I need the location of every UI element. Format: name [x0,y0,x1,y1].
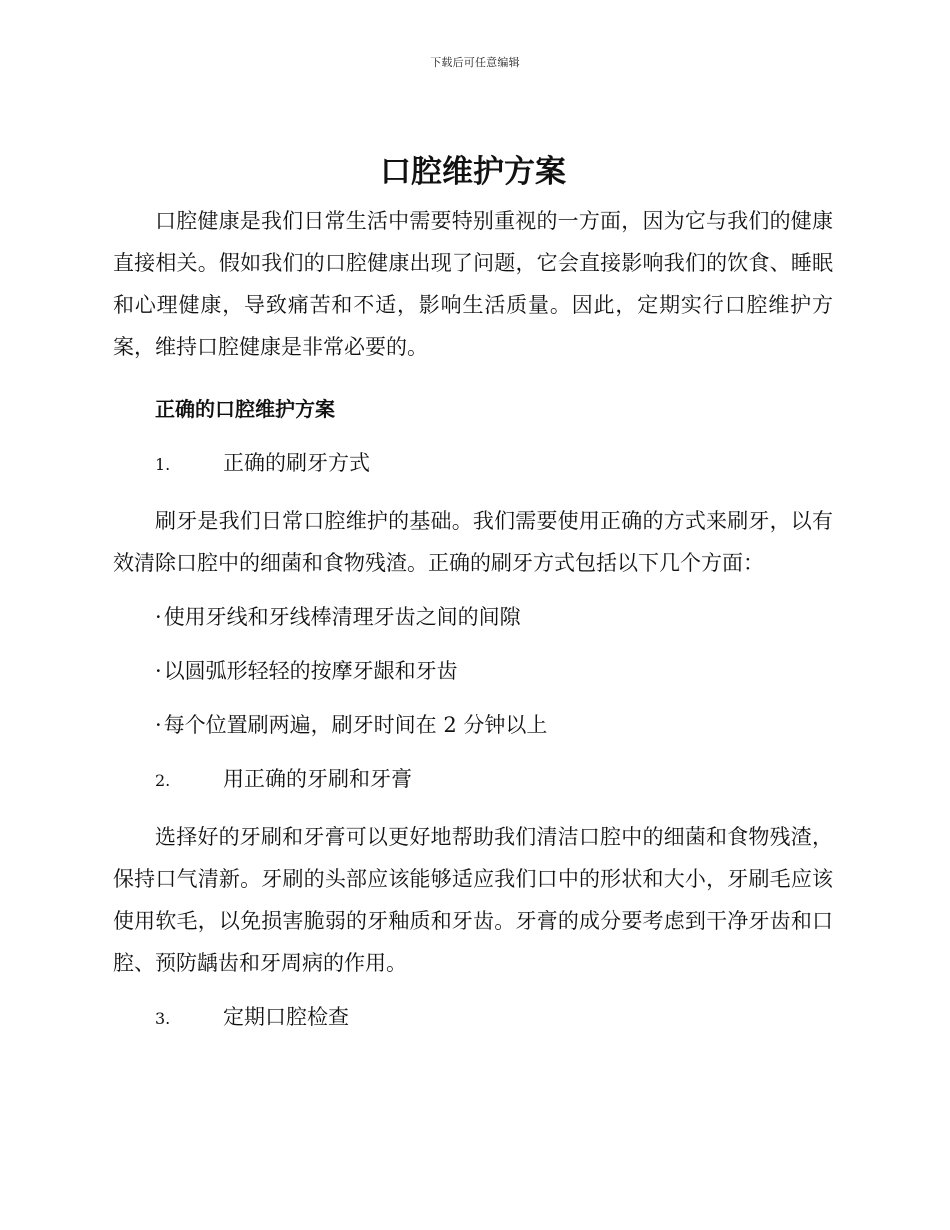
intro-paragraph: 口腔健康是我们日常生活中需要特别重视的一方面，因为它与我们的健康直接相关。假如我们的口腔健康出现了问题，它会直接影响我们的饮食、睡眠和心理健康，导致痛苦和不适，影响生活质量。因此，定期实行口腔维护方案，维持口腔健康是非常必要的。 [113,209,833,359]
numbered-item-2 [155,758,833,802]
bullet-icon: · [155,659,162,683]
item-title: 定期口腔检查 [223,1005,349,1029]
numbered-item-1 [155,442,833,486]
bullet-item [155,650,833,692]
item-number: 3. [155,1009,171,1028]
bullet-text: 以圆弧形轻轻的按摩牙龈和牙齿 [163,659,458,683]
numbered-item-3 [155,996,833,1040]
bullet-icon: · [155,605,162,629]
item-number: 1. [155,455,171,474]
bullet-item [155,596,833,638]
header-note: 下载后可任意编辑 [430,56,520,69]
bullet-text: 使用牙线和牙线棒清理牙齿之间的间隙 [163,605,521,629]
section-heading: 正确的口腔维护方案 [155,397,335,421]
bullet-text: 每个位置刷两遍，刷牙时间在 2 分钟以上 [163,713,548,737]
item-2-paragraph: 选择好的牙刷和牙膏可以更好地帮助我们清洁口腔中的细菌和食物残渣，保持口气清新。牙刷的头部应该能够适应我们口中的形状和大小，牙刷毛应该使用软毛，以免损害脆弱的牙釉质和牙齿。牙膏的成分要考虑到干净牙齿和口腔、预防龋齿和牙周病的作用。 [113,825,833,975]
item-1-paragraph: 刷牙是我们日常口腔维护的基础。我们需要使用正确的方式来刷牙，以有效清除口腔中的细菌和食物残渣。正确的刷牙方式包括以下几个方面： [113,509,833,575]
item-title: 正确的刷牙方式 [223,451,370,475]
bullet-icon: · [155,713,162,737]
item-title: 用正确的牙刷和牙膏 [223,767,412,791]
document-content [113,150,833,1040]
item-number: 2. [155,771,171,790]
bullet-item [155,704,833,746]
page-title: 口腔维护方案 [380,154,566,190]
